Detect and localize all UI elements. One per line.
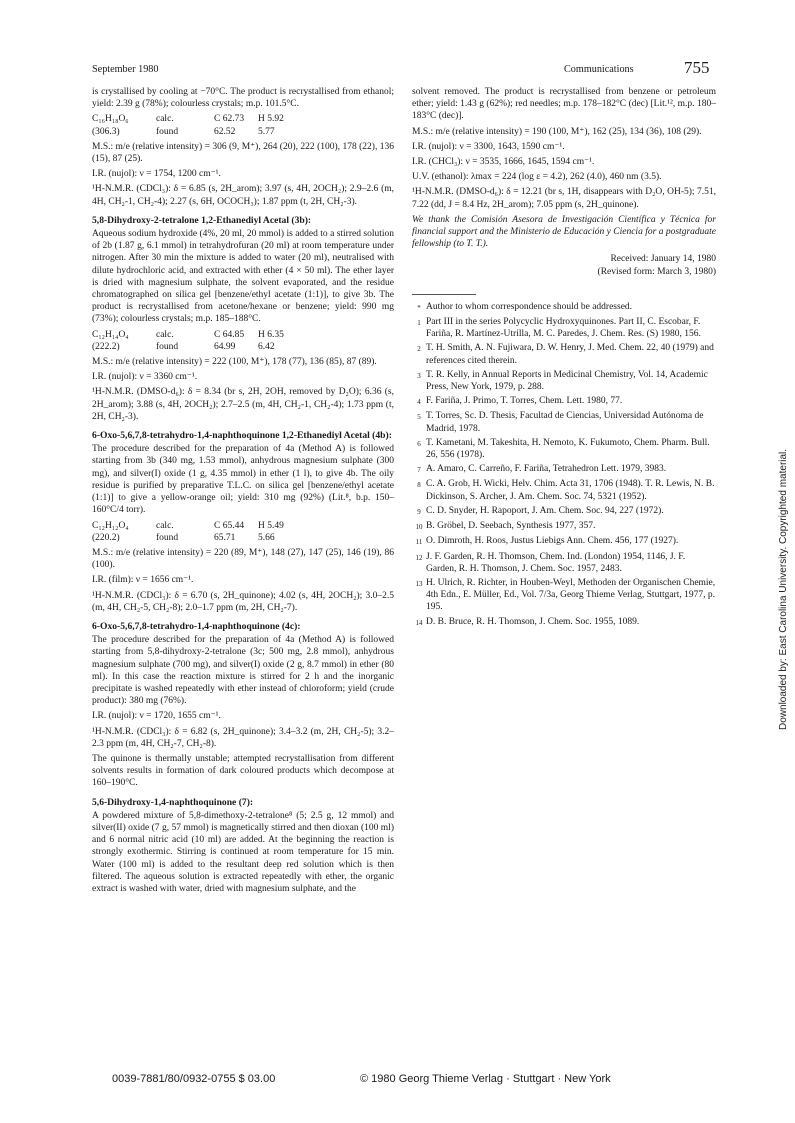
found-c: 64.99 [214, 341, 236, 352]
found-c: 62.52 [214, 126, 236, 137]
spectral-data: U.V. (ethanol): λmax = 224 (log ε = 4.2), 262 (4.0), 460 nm (3.5). [412, 172, 662, 183]
right-column [412, 86, 716, 631]
reference-marker: 2 [417, 345, 421, 354]
calc-label: calc. [156, 114, 174, 125]
continued-paragraph: solvent removed. The product is recrystallised from benzene or petroleum ether; yield: 1.43 g (62%); red needles; m.p. 178–182°C (dec) [Lit.¹², m.p. 180–183°C (dec)]. [412, 87, 716, 122]
reference-marker: 1 [417, 319, 421, 328]
reference-marker: 8 [417, 481, 421, 490]
reference-marker: 10 [415, 523, 423, 532]
reference-text: Author to whom correspondence should be addressed. [426, 301, 633, 312]
calc-h: H 5.49 [258, 520, 284, 531]
header-date: September 1980 [92, 64, 159, 75]
reference-item [412, 463, 716, 476]
reference-item [412, 616, 716, 629]
page-number: 755 [684, 58, 710, 77]
reference-item [412, 535, 716, 548]
analysis-table [92, 329, 394, 353]
calc-c: C 62.73 [214, 114, 245, 125]
intro-paragraph: is crystallised by cooling at −70°C. The product is recrystallised from ethanol; yield: 2.39 g (78%); colourless crystals; m.p. 101.5°C. [92, 87, 394, 110]
references-list [412, 301, 716, 629]
spectral-data: I.R. (nujol): ν = 3360 cm⁻¹. [92, 372, 198, 383]
spectral-data: ¹H-N.M.R. (DMSO-d₆): δ = 12.21 (br s, 1H, disappears with D₂O, OH-5); 7.51, 7.22 (dd, J = 8.4 Hz, 2H_arom); 7.05 ppm (s, 2H_quinone). [412, 187, 716, 210]
found-label: found [156, 126, 179, 137]
spectral-data: I.R. (CHCl₃): ν = 3535, 1666, 1645, 1594 cm⁻¹. [412, 157, 595, 168]
note-paragraph: The quinone is thermally unstable; attempted recrystallisation from different solvents results in formation of dark coloured products which decompose at 160–190°C. [92, 753, 394, 789]
calc-label: calc. [156, 329, 174, 340]
reference-item [412, 478, 716, 502]
section-heading: 6-Oxo-5,6,7,8-tetrahydro-1,4-naphthoquinone (4c): [92, 620, 301, 632]
section-heading: 6-Oxo-5,6,7,8-tetrahydro-1,4-naphthoquinone 1,2-Ethanediyl Acetal (4b): [92, 430, 392, 442]
reference-text: T. R. Kelly, in Annual Reports in Medicinal Chemistry, Vol. 14, Academic Press, New York, 1979, p. 288. [426, 369, 708, 393]
molecular-weight: (306.3) [92, 126, 120, 137]
reference-text: H. Ulrich, R. Richter, in Houben-Weyl, Methoden der Organischen Chemie, 4th Edn., E. Müller, Ed., Vol. 7/3a, Georg Thieme Verlag, Stuttgart, 1977, p. 195. [426, 577, 716, 613]
reference-marker: 9 [417, 507, 421, 516]
calc-label: calc. [156, 520, 174, 531]
molecular-weight: (220.2) [92, 532, 120, 543]
spectral-data: M.S.: m/e (relative intensity) = 220 (89, M⁺), 148 (27), 147 (25), 146 (19), 86 (100). [92, 547, 394, 571]
spectral-data: I.R. (film): ν = 1656 cm⁻¹. [92, 575, 194, 586]
found-h: 5.77 [258, 126, 275, 137]
spectral-data: M.S.: m/e (relative intensity) = 306 (9, M⁺), 264 (20), 222 (100), 178 (22), 136 (15), 87 (25). [92, 141, 394, 165]
procedure-paragraph: The procedure described for the preparation of 4a (Method A) is followed starting from 5,8-dihydroxy-2-tetralone (3c; 500 mg, 2.8 mmol), anhydrous magnesium sulphate (700 mg), and silver(I) oxide (2 g, 8.7 mmol) in ether (80 ml). In this case the reaction mixture is stirred for 2 h and the inorganic precipitate is washed repeatedly with ether instead of chloroform; yield (crude product): 380 mg (76%). [92, 635, 394, 707]
revised-date: (Revised form: March 3, 1980) [597, 266, 716, 277]
found-label: found [156, 532, 179, 543]
reference-marker: 4 [417, 398, 421, 407]
reference-marker: * [417, 303, 421, 312]
section-heading: 5,8-Dihydroxy-2-tetralone 1,2-Ethanediyl Acetal (3b): [92, 214, 312, 226]
reference-text: A. Amaro, C. Carreño, F. Fariña, Tetrahedron Lett. 1979, 3983. [426, 464, 667, 475]
reference-text: T. Torres, Sc. D. Thesis, Facultad de Ciencias, Universidad Autónoma de Madrid, 1978. [426, 411, 704, 434]
spectral-data: M.S.: m/e (relative intensity) = 190 (100, M⁺), 162 (25), 134 (36), 108 (29). [412, 126, 702, 137]
reference-text: C. D. Snyder, H. Rapoport, J. Am. Chem. Soc. 94, 227 (1972). [426, 505, 664, 516]
header-section: Communications [564, 64, 634, 75]
reference-text: T. H. Smith, A. N. Fujiwara, D. W. Henry, J. Med. Chem. 22, 40 (1979) and references cited therein. [426, 343, 714, 366]
reference-item [412, 342, 716, 366]
footer-code: 0039-7881/80/0932-0755 $ 03.00 [112, 1073, 276, 1085]
reference-item [412, 520, 716, 533]
references-divider [412, 294, 476, 295]
reference-item [412, 395, 716, 408]
reference-item [412, 437, 716, 461]
analysis-table [92, 520, 394, 544]
calc-h: H 5.92 [258, 114, 284, 125]
reference-text: J. F. Garden, R. H. Thomson, Chem. Ind. (London) 1954, 1146, J. F. Garden, R. H. Thomson, J. Chem. Soc. 1957, 2483. [426, 551, 686, 574]
reference-marker: 14 [415, 618, 423, 627]
section-heading: 5,6-Dihydroxy-1,4-naphthoquinone (7): [92, 796, 254, 808]
reference-item [412, 369, 716, 393]
left-column [92, 86, 394, 898]
received-date: Received: January 14, 1980 [610, 254, 716, 265]
formula: C₁₂H₁₄O₄ [92, 329, 129, 340]
reference-text: Part III in the series Polycyclic Hydroxyquinones. Part II, C. Escobar, F. Fariña, R. Martínez-Utrilla, M. C. Paredes, J. Chem. Res. (S) 1980, 156. [426, 317, 701, 340]
reference-text: C. A. Grob, H. Wicki, Helv. Chim. Acta 31, 1706 (1948). T. R. Lewis, N. B. Dickinson, S. Archer, J. Am. Chem. Soc. 74, 5321 (1952). [426, 479, 715, 502]
reference-text: O. Dimroth, H. Roos, Justus Liebigs Ann. Chem. 456, 177 (1927). [426, 536, 679, 547]
reference-marker: 6 [417, 439, 421, 448]
formula: C₁₂H₁₂O₄ [92, 520, 129, 531]
found-h: 6.42 [258, 341, 275, 352]
calc-h: H 6.35 [258, 329, 284, 340]
reference-item [412, 410, 716, 434]
calc-c: C 65.44 [214, 520, 245, 531]
found-label: found [156, 341, 179, 352]
reference-marker: 3 [417, 371, 421, 380]
download-watermark: Downloaded by: East Carolina University. Copyrighted material. [778, 448, 789, 730]
molecular-weight: (222.2) [92, 341, 120, 352]
reference-marker: 12 [415, 553, 423, 562]
procedure-paragraph: The procedure described for the preparation of 4a (Method A) is followed starting from 3b (340 mg, 1.53 mmol), anhydrous magnesium sulphate (300 mg), and silver(I) oxide (1 g, 4.35 mmol) in ether (1 l), to give 4b. The oily residue is purified by preparative T.L.C. on silica gel [benzene/ethyl acetate (1:1)] to give a yellow-orange oil; yield: 310 mg (92%) (Lit.⁸, b.p. 150–160°C/4 torr). [92, 444, 394, 516]
procedure-paragraph: A powdered mixture of 5,8-dimethoxy-2-tetralone⁸ (5; 2.5 g, 12 mmol) and silver(II) oxide (7 g, 57 mmol) is magnetically stirred and then dioxan (100 ml) and 6 normal nitric acid (10 ml) are added. At the beginning the reaction is strongly exothermic. Stirring is continued at room temperature for 15 min. Water (100 ml) is added to the resultant deep red solution which is then filtered. The aqueous solution is extracted repeatedly with ether, the organic extract is washed with water, dried with magnesium sulphate, and the [92, 810, 394, 894]
reference-text: D. B. Bruce, R. H. Thomson, J. Chem. Soc. 1955, 1089. [426, 616, 640, 627]
reference-marker: 13 [415, 579, 423, 588]
spectral-data: ¹H-N.M.R. (CDCl₃): δ = 6.85 (s, 2H_arom); 3.97 (s, 4H, 2OCH₂); 2.9–2.6 (m, 4H, CH₂-1, CH₂-4); 2.27 (s, 6H, OCOCH₃); 1.87 ppm (t, 2H, CH₂-3). [92, 184, 394, 207]
reference-marker: 7 [417, 466, 421, 475]
reference-text: T. Kametani, M. Takeshita, H. Nemoto, K. Fukumoto, Chem. Pharm. Bull. 26, 556 (1978). [426, 437, 710, 461]
spectral-data: ¹H-N.M.R. (CDCl₃): δ = 6.82 (s, 2H_quinone); 3.4–3.2 (m, 2H, CH₂-5); 3.2–2.3 ppm (m, 4H, CH₂-7, CH₂-8). [92, 726, 394, 749]
formula: C₁₆H₁₈O₆ [92, 114, 129, 125]
found-c: 65.71 [214, 532, 236, 543]
spectral-data: I.R. (nujol): ν = 3300, 1643, 1590 cm⁻¹. [412, 141, 565, 152]
procedure-paragraph: Aqueous sodium hydroxide (4%, 20 ml, 20 mmol) is added to a stirred solution of 2b (1.87 g, 6.1 mmol) in tetrahydrofuran (20 ml) at room temperature under nitrogen. After 30 min the mixture is added to water (20 ml), neutralised with dilute hydrochloric acid, and extracted with ether (4 × 50 ml). The ether layer is dried with magnesium sulphate, the solvent evaporated, and the residue chromatographed on silica gel [benzene/ethyl acetate (1:1)], to give 3b. The product is recrystallised from acetone/hexane or benzene; yield: 990 mg (73%); colourless crystals; m.p. 185–188°C. [92, 229, 394, 325]
reference-text: F. Fariña, J. Primo, T. Torres, Chem. Lett. 1980, 77. [426, 396, 623, 407]
acknowledgement: We thank the Comisión Asesora de Investigación Científica y Técnica for financial support and the Ministerio de Educación y Ciencia for a postgraduate fellowship (to T. T.). [412, 214, 716, 250]
reference-item [412, 577, 716, 614]
spectral-data: I.R. (nujol): ν = 1754, 1200 cm⁻¹. [92, 169, 221, 180]
spectral-data: I.R. (nujol): ν = 1720, 1655 cm⁻¹. [92, 711, 221, 722]
reference-item [412, 551, 716, 575]
reference-text: B. Gröbel, D. Seebach, Synthesis 1977, 357. [426, 521, 596, 532]
reference-item [412, 301, 716, 314]
analysis-table [92, 113, 394, 137]
calc-c: C 64.85 [214, 329, 245, 340]
reference-marker: 11 [415, 538, 423, 547]
spectral-data: M.S.: m/e (relative intensity) = 222 (100, M⁺), 178 (77), 136 (85), 87 (89). [92, 357, 377, 368]
found-h: 5.66 [258, 532, 275, 543]
reference-marker: 5 [417, 413, 421, 422]
reference-item [412, 505, 716, 518]
spectral-data: ¹H-N.M.R. (DMSO-d₆): δ = 8.34 (br s, 2H, 2OH, removed by D₂O); 6.36 (s, 2H_arom); 3.88 (s, 4H, 2OCH₂); 2.7–2.5 (m, 4H, CH₂-1, CH₂-4); 1.73 ppm (t, 2H, CH₂-3). [92, 387, 394, 422]
reference-item [412, 316, 716, 340]
footer-publisher: © 1980 Georg Thieme Verlag · Stuttgart · New York [360, 1073, 611, 1085]
spectral-data: ¹H-N.M.R. (CDCl₃): δ = 6.70 (s, 2H_quinone); 4.02 (s, 4H, 2OCH₂); 3.0–2.5 (m, 4H, CH₂-5, CH₂-8); 2.0–1.7 ppm (m, 2H, CH₂-7). [92, 590, 394, 613]
